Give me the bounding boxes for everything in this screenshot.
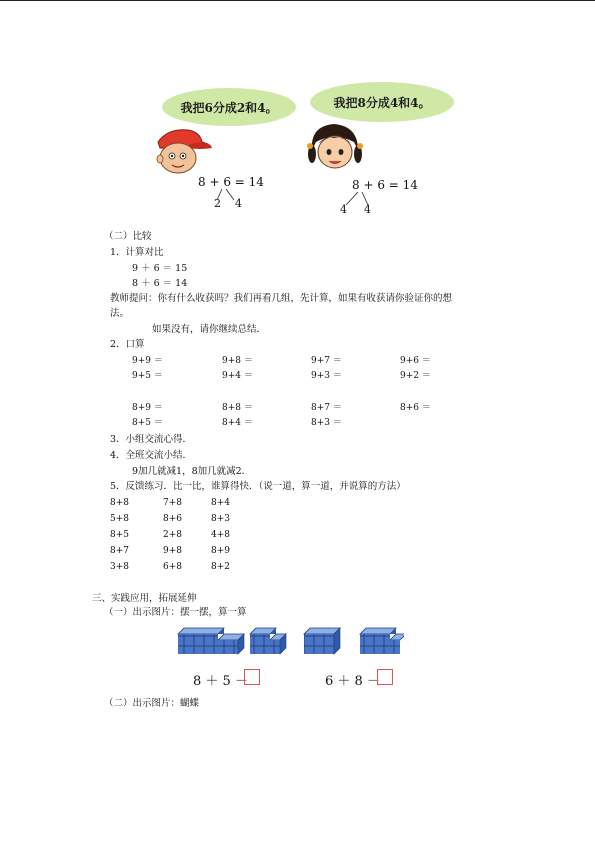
- calc-line-2: 8 ＋ 6 ＝ 14: [132, 278, 188, 289]
- practice-cell: 6+8: [163, 562, 182, 572]
- oral-cell: 8+6 ＝: [400, 403, 431, 413]
- oral-cell: 9+7 ＝: [311, 356, 342, 366]
- item3-heading: 3．小组交流心得．: [110, 434, 193, 445]
- oral-cell: 8+9 ＝: [132, 403, 163, 413]
- boy-equation: 8 + 6 = 14: [198, 175, 264, 189]
- practice-cell: 8+3: [211, 514, 230, 524]
- cube-group-2: [250, 628, 286, 654]
- oral-cell: 8+7 ＝: [311, 403, 342, 413]
- cube-group-4: [360, 628, 404, 654]
- girl-equation: 8 + 6 = 14: [352, 178, 418, 192]
- girl-split-left: 4: [340, 203, 347, 216]
- section3-sub1: （一）出示图片：摆一摆，算一算: [104, 607, 247, 618]
- picture-equation-2: 6 ＋ 8 －: [325, 674, 380, 689]
- girl-speech-bubble: [310, 82, 454, 122]
- item2-heading: 2．口算: [110, 339, 145, 350]
- teacher-question-line-2: 法。: [110, 308, 130, 319]
- oral-cell: 9+5 ＝: [132, 371, 163, 381]
- girl-split-right: 4: [364, 203, 371, 216]
- oral-cell: 8+8 ＝: [222, 403, 253, 413]
- teacher-question-line-1: 教师提问：你有什么收获吗？我们再看几组，先计算，如果有收获请你验证你的想: [110, 293, 453, 304]
- boy-speech-bubble: [162, 88, 296, 126]
- teacher-question-line-3: 如果没有，请你继续总结．: [152, 324, 267, 335]
- practice-cell: 8+4: [211, 498, 230, 508]
- practice-cell: 3+8: [110, 562, 129, 572]
- practice-cell: 8+8: [110, 498, 129, 508]
- practice-cell: 5+8: [110, 514, 129, 524]
- oral-cell: 9+4 ＝: [222, 371, 253, 381]
- practice-cell: 8+2: [211, 562, 230, 572]
- section2-heading: （二）比较: [104, 231, 152, 242]
- oral-cell: 9+3 ＝: [311, 371, 342, 381]
- item4-heading: 4．全班交流小结．: [110, 450, 193, 461]
- boy-split-left: 2: [214, 197, 221, 210]
- oral-cell: 9+9 ＝: [132, 356, 163, 366]
- item5-heading: 5．反馈练习．比一比，谁算得快．（说一道，算一道，并说算的方法）: [110, 481, 406, 492]
- page-top-rule: [0, 0, 595, 1]
- oral-cell: 8+4 ＝: [222, 418, 253, 428]
- section3-heading: 三、实践应用，拓展延伸: [92, 593, 197, 604]
- practice-cell: 8+9: [211, 546, 230, 556]
- girl-bubble-text: 我把8分成4和4。: [333, 95, 431, 110]
- answer-box-2[interactable]: [377, 669, 393, 685]
- cube-group-1: [178, 628, 244, 654]
- calc-line-1: 9 ＋ 6 ＝ 15: [132, 263, 188, 274]
- girl-illustration: [304, 120, 366, 174]
- oral-cell: 8+3 ＝: [311, 418, 342, 428]
- oral-cell: 9+2 ＝: [400, 371, 431, 381]
- answer-box-1[interactable]: [244, 669, 260, 685]
- practice-cell: 8+6: [163, 514, 182, 524]
- oral-cell: 9+8 ＝: [222, 356, 253, 366]
- practice-cell: 2+8: [163, 530, 182, 540]
- picture-equation-1: 8 ＋ 5 －: [193, 674, 248, 689]
- item1-heading: 1．计算对比: [110, 247, 164, 258]
- oral-cell: 8+5 ＝: [132, 418, 163, 428]
- practice-cell: 7+8: [163, 498, 182, 508]
- boy-bubble-text: 我把6分成2和4。: [180, 100, 278, 115]
- practice-cell: 9+8: [163, 546, 182, 556]
- summary-rule: 9加几就减1，8加几就减2．: [132, 466, 252, 477]
- practice-cell: 8+5: [110, 530, 129, 540]
- boy-split-right: 4: [235, 197, 242, 210]
- boy-illustration: [148, 124, 214, 176]
- oral-cell: 9+6 ＝: [400, 356, 431, 366]
- cube-group-3: [304, 628, 340, 654]
- section3-sub2: （二）出示图片：蝴蝶: [104, 698, 200, 709]
- practice-cell: 8+7: [110, 546, 129, 556]
- practice-cell: 4+8: [211, 530, 230, 540]
- cube-blocks-illustration: [174, 626, 404, 660]
